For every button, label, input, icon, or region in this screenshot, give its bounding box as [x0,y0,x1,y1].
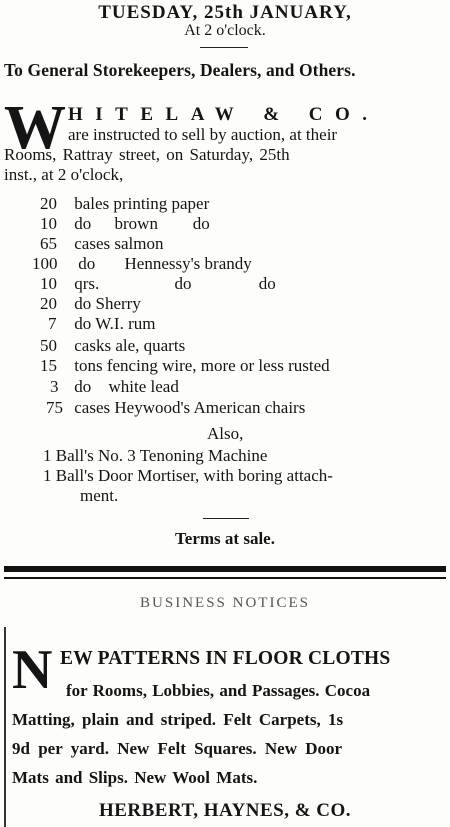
thin-divider-rule [4,577,446,579]
notice-dropcap: N [12,639,53,701]
lot-description: do [78,254,96,273]
auction-time: At 2 o'clock. [184,22,266,39]
lot-item [40,356,330,376]
lot-quantity: 10 [40,274,57,293]
short-rule [200,47,248,48]
lot-description: do Sherry [74,294,141,313]
audience-heading: To General Storekeepers, Dealers, and Others. [4,60,356,80]
lot-description-ditto: do [192,214,210,233]
lot-description-detail: Hennessy's brandy [124,254,252,273]
lot-item [40,194,209,214]
lot-description: do [74,377,92,396]
lot-item-machine: 1 Ball's No. 3 Tenoning Machine [43,446,268,465]
lot-item [48,314,155,334]
lot-item [46,398,305,418]
lot-quantity: 65 [40,234,57,253]
notice-body-line: Mats and Slips. New Wool Mats. [12,768,258,787]
lot-quantity: 20 [40,194,57,213]
auction-body-line: inst., at 2 o'clock, [4,165,124,184]
lot-quantity: 20 [40,294,57,313]
lot-description: qrs. [74,274,100,293]
lot-quantity: 10 [40,214,57,233]
lot-description: casks ale, quarts [74,336,186,355]
business-notices-heading: BUSINESS NOTICES [140,595,310,611]
auction-date: TUESDAY, 25th JANUARY, [98,2,352,23]
lot-description: tons fencing wire, more or less rusted [74,356,330,375]
lot-item-machine: 1 Ball's Door Mortiser, with boring attach- [43,466,333,485]
short-rule [203,518,249,519]
auction-body-line: are instructed to sell by auction, at their [68,125,338,144]
lot-description: bales printing paper [74,194,210,213]
lot-description-ditto: do [174,274,192,293]
lot-description: cases salmon [74,234,164,253]
notice-body-line: Matting, plain and striped. Felt Carpets, 1s [12,710,344,729]
lot-item [40,294,141,314]
notice-signature: HERBERT, HAYNES, & CO. [98,800,352,821]
lot-description: cases Heywood's American chairs [74,398,306,417]
lot-quantity: 50 [40,336,57,355]
notice-headline: EW PATTERNS IN FLOOR CLOTHS [60,648,391,669]
thick-divider-rule [4,566,446,572]
lot-item [40,336,185,356]
lot-description: do [74,214,92,233]
lot-item-machine-continued: ment. [80,486,119,505]
auction-dropcap: W [4,94,66,162]
auction-body-line: Rooms, Rattray street, on Saturday, 25th [4,145,290,164]
lot-item [40,274,276,294]
notice-body-line: 9d per yard. New Felt Squares. New Door [12,739,343,758]
notice-body-line: for Rooms, Lobbies, and Passages. Cocoa [66,681,371,700]
lot-quantity: 15 [40,356,57,375]
terms-of-sale: Terms at sale. [175,529,275,548]
lot-item [40,214,210,234]
lot-quantity: 7 [48,314,57,333]
also-label: Also, [207,424,244,443]
lot-item [40,234,163,254]
lot-quantity: 75 [46,398,63,417]
lot-description-detail: brown [114,214,158,233]
lot-item [50,377,179,397]
lot-quantity: 100 [32,254,58,273]
lot-item [32,254,252,274]
lot-description-detail: white lead [108,377,179,396]
auctioneer-name: HITELAW & CO. [68,104,380,125]
lot-quantity: 3 [50,377,59,396]
lot-description: do W.I. rum [74,314,156,333]
notice-border [4,627,6,827]
lot-description-ditto: do [258,274,276,293]
